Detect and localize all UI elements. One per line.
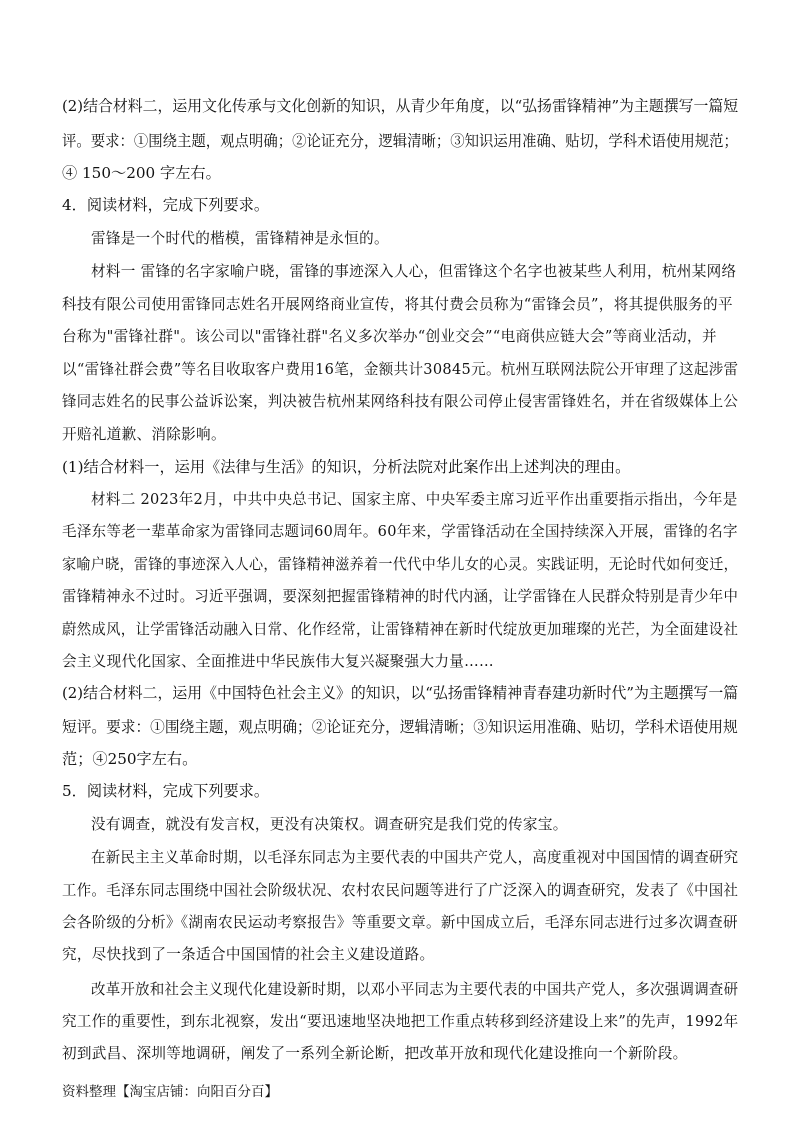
q4-question-2-line-2: 短评。要求：①围绕主题，观点明确；②论证充分，逻辑清晰；③知识运用准确、贴切，学科术语使用规 [62, 718, 738, 736]
q5-para1-line-4: 究，尽快找到了一条适合中国国情的社会主义建设道路。 [62, 946, 435, 963]
q3-part2-line-1: (2)结合材料二，运用文化传承与文化创新的知识，从青少年角度，以“弘扬雷锋精神”为主题撰写一篇短 [62, 97, 739, 115]
q4-question-1: (1)结合材料一，运用《法律与生活》的知识，分析法院对此案作出上述判决的理由。 [62, 458, 631, 476]
q5-para1-line-1: 在新民主主义革命时期，以毛泽东同志为主要代表的中国共产党人，高度重视对中国国情的调查研究 [91, 849, 739, 866]
q5-para2-line-1: 改革开放和社会主义现代化建设新时期，以邓小平同志为主要代表的中国共产党人，多次强调调查研 [91, 981, 739, 998]
q4-material1-line-2: 科技有限公司使用雷锋同志姓名开展网络商业宣传，将其付费会员称为“雷锋会员”，将其提供服务的平 [62, 296, 733, 313]
q5-para1-line-2: 工作。毛泽东同志围绕中国社会阶级状况、农村农民问题等进行了广泛深入的调查研究，发表了《中国社 [62, 882, 739, 899]
q4-material2-line-2: 毛泽东等老一辈革命家为雷锋同志题词60周年。60年来，学雷锋活动在全国持续深入开展，雷锋的名字 [62, 523, 738, 540]
q4-material2-line-3: 家喻户晓，雷锋的事迹深入人心，雷锋精神滋养着一代代中华儿女的心灵。实践证明，无论时代如何变迁， [62, 556, 739, 573]
q5-heading: 5．阅读材料，完成下列要求。 [62, 782, 270, 800]
q3-part2-line-3: ④ 150～200 字左右。 [62, 164, 221, 182]
q3-part2-line-2: 评。要求：①围绕主题，观点明确；②论证充分，逻辑清晰；③知识运用准确、贴切，学科术语使用规范； [62, 132, 738, 150]
q4-material2-line-6: 会主义现代化国家、全面推进中华民族伟大复兴凝聚强大力量…… [62, 653, 494, 670]
q4-material2-line-5: 蔚然成风，让学雷锋活动融入日常、化作经常，让雷锋精神在新时代绽放更加璀璨的光芒，为全面建设社 [62, 621, 739, 638]
q4-material2-line-4: 雷锋精神永不过时。习近平强调，要深刻把握雷锋精神的时代内涵，让学雷锋在人民群众特别是青少年中 [62, 588, 739, 605]
q4-material1-line-5: 锋同志姓名的民事公益诉讼案，判决被告杭州某网络科技有限公司停止侵害雷锋姓名，并在省级媒体上公 [62, 393, 739, 410]
q5-para2-line-3: 初到武昌、深圳等地调研，阐发了一系列全新论断，把改革开放和现代化建设推向一个新阶段。 [62, 1045, 688, 1062]
footer-source: 资料整理【淘宝店铺：向阳百分百】 [62, 1084, 278, 1100]
q4-material1-line-4: 以“雷锋社群会费”等名目收取客户费用16笔，金额共计30845元。杭州互联网法院公开审理了这起涉雷 [62, 361, 739, 378]
q4-material1-line-1: 材料一 雷锋的名字家喻户晓，雷锋的事迹深入人心，但雷锋这个名字也被某些人利用，杭州某网络 [91, 263, 737, 280]
q4-question-2-line-3: 范；④250字左右。 [62, 750, 198, 768]
q4-material1-line-6: 开赔礼道歉、消除影响。 [62, 426, 226, 443]
q4-question-2-line-1: (2)结合材料二，运用《中国特色社会主义》的知识，以“弘扬雷锋精神青春建功新时代”为主题撰写一篇 [62, 684, 739, 702]
q5-para2-line-2: 究工作的重要性，到东北视察，发出“要迅速地坚决地把工作重点转移到经济建设上来”的先声，1992年 [62, 1013, 739, 1030]
q4-intro: 雷锋是一个时代的楷模，雷锋精神是永恒的。 [91, 230, 389, 247]
q5-para1-line-3: 会各阶级的分析》《湖南农民运动考察报告》等重要文章。新中国成立后，毛泽东同志进行过多次调查研 [62, 914, 738, 931]
q4-heading: 4．阅读材料，完成下列要求。 [62, 196, 270, 214]
q5-intro: 没有调查，就没有发言权，更没有决策权。调查研究是我们党的传家宝。 [91, 816, 568, 833]
q4-material2-line-1: 材料二 2023年2月，中共中央总书记、国家主席、中央军委主席习近平作出重要指示指出，今年是 [91, 491, 738, 508]
q4-material1-line-3: 台称为"雷锋社群"。该公司以"雷锋社群"名义多次举办“创业交会”“电商供应链大会”等商业活动，并 [62, 328, 717, 345]
